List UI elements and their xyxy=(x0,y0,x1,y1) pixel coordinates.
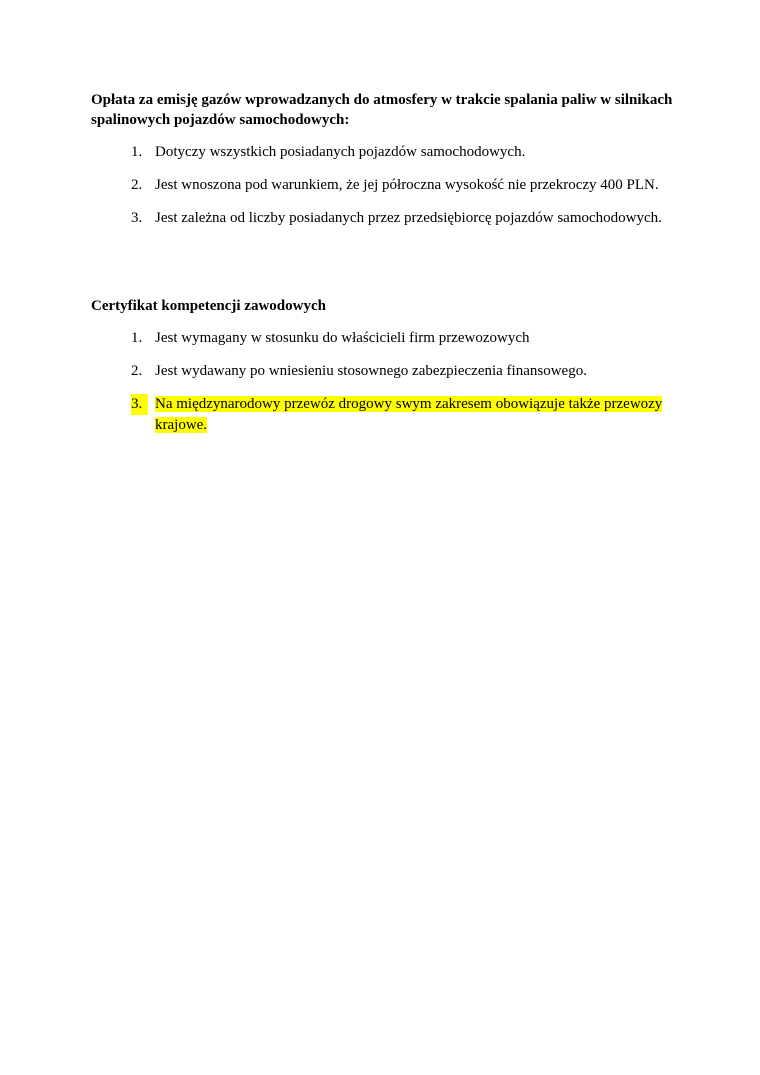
item-number: 2. xyxy=(131,177,143,193)
section-competence-certificate xyxy=(91,296,681,448)
item-number: 2. xyxy=(131,363,143,379)
item-text: Jest wydawany po wniesieniu stosownego zabezpieczenia finansowego. xyxy=(155,363,587,379)
item-text-highlighted: Na międzynarodowy przewóz drogowy swym zakresem obowiązuje także przewozy krajowe. xyxy=(155,396,663,433)
list-item xyxy=(91,142,681,163)
section-emission-fee xyxy=(91,90,681,241)
section-heading: Opłata za emisję gazów wprowadzanych do atmosfery w trakcie spalania paliw w silnikach spalinowych pojazdów samochodowych: xyxy=(91,92,673,128)
list-item xyxy=(91,328,681,349)
list-item xyxy=(91,175,681,196)
list-item-highlighted xyxy=(91,394,681,436)
item-text: Dotyczy wszystkich posiadanych pojazdów samochodowych. xyxy=(155,144,526,160)
item-number: 1. xyxy=(131,144,143,160)
item-text: Jest wnoszona pod warunkiem, że jej półroczna wysokość nie przekroczy 400 PLN. xyxy=(155,177,659,193)
item-text: Jest zależna od liczby posiadanych przez przedsiębiorcę pojazdów samochodowych. xyxy=(155,210,662,226)
item-text: Jest wymagany w stosunku do właścicieli firm przewozowych xyxy=(155,330,530,346)
list-item xyxy=(91,208,681,229)
item-number: 3. xyxy=(131,210,143,226)
answer-list xyxy=(91,328,681,436)
section-heading: Certyfikat kompetencji zawodowych xyxy=(91,298,326,314)
item-number: 1. xyxy=(131,330,143,346)
item-number: 3. xyxy=(131,394,148,415)
list-item xyxy=(91,361,681,382)
answer-list xyxy=(91,142,681,229)
